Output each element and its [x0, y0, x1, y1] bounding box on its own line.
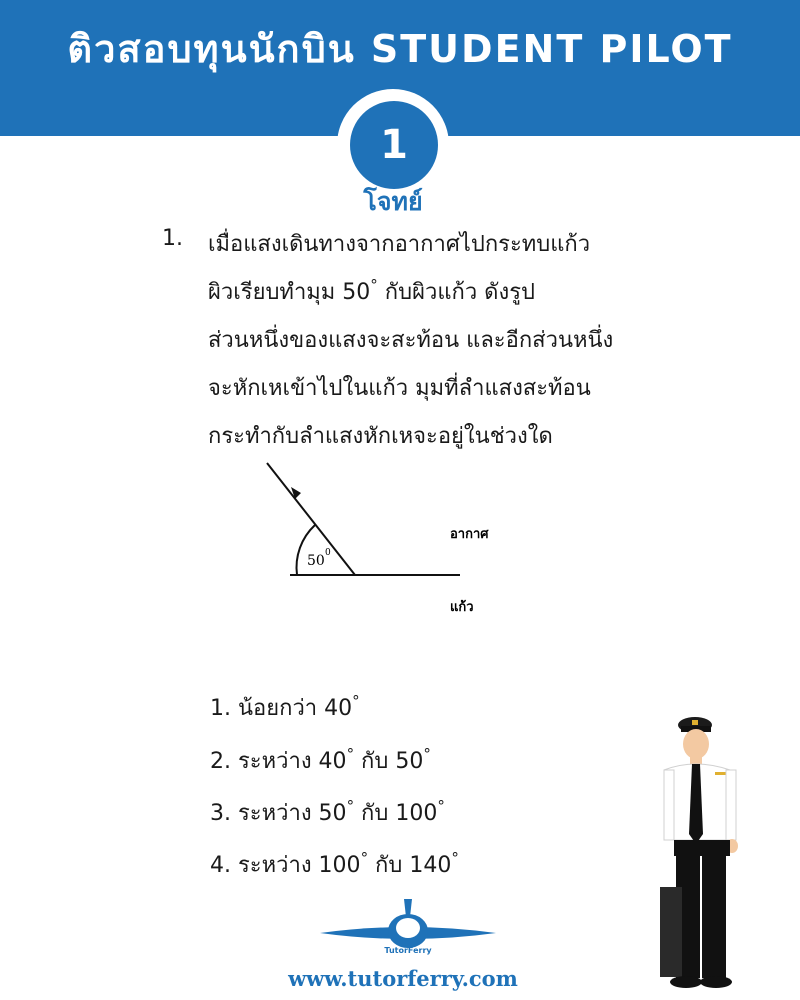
- logo-text: TutorFerry: [384, 946, 432, 955]
- question-line-3: ส่วนหนึ่งของแสงจะสะท้อน และอีกส่วนหนึ่ง: [208, 328, 614, 353]
- degree-symbol: °: [370, 276, 378, 294]
- choice-3: [210, 795, 445, 830]
- question-line-2a: ผิวเรียบทำมุม 50: [208, 280, 371, 305]
- degree-symbol: °: [451, 849, 459, 867]
- page-title: ติวสอบทุนนักบิน STUDENT PILOT: [67, 27, 733, 71]
- question-line-4: จะหักเหเข้าไปในแก้ว มุมที่ลำแสงสะท้อน: [208, 376, 591, 401]
- choice-2: [210, 743, 431, 778]
- question-number: 1.: [162, 226, 183, 251]
- degree-symbol: °: [346, 745, 355, 763]
- angle-label: 50: [307, 553, 325, 569]
- question-line-1: เมื่อแสงเดินทางจากอากาศไปกระทบแก้ว: [208, 232, 591, 257]
- choice-2-mid: กับ 50: [354, 749, 424, 774]
- airplane-logo-icon: [318, 893, 498, 963]
- medium-glass-label: แก้ว: [450, 600, 474, 615]
- ray-arrow-icon: [291, 487, 301, 499]
- degree-symbol: °: [360, 849, 369, 867]
- question-line-2: [208, 274, 535, 309]
- question-number-badge: 1: [350, 101, 438, 189]
- degree-symbol: °: [423, 745, 431, 763]
- question-line-5: กระทำกับลำแสงหักเหจะอยู่ในช่วงใด: [208, 424, 553, 449]
- choice-1: [210, 690, 360, 725]
- refraction-diagram: [205, 455, 550, 635]
- angle-degree-mark: 0: [325, 548, 331, 558]
- pilot-illustration: [650, 712, 750, 997]
- choice-2-text: 2. ระหว่าง 40: [210, 749, 347, 774]
- degree-symbol: °: [346, 797, 355, 815]
- medium-air-label: อากาศ: [450, 527, 489, 542]
- choice-3-mid: กับ 100: [354, 801, 438, 826]
- question-line-2b: กับผิวแก้ว ดังรูป: [384, 280, 535, 305]
- choice-4-text: 4. ระหว่าง 100: [210, 853, 361, 878]
- degree-symbol: °: [437, 797, 445, 815]
- website-link[interactable]: www.tutorferry.com: [288, 966, 518, 991]
- degree-symbol: °: [352, 692, 360, 710]
- section-subtitle: โจทย์: [363, 187, 423, 216]
- choice-4-mid: กับ 140: [368, 853, 452, 878]
- choice-1-text: 1. น้อยกว่า 40: [210, 696, 353, 721]
- choice-3-text: 3. ระหว่าง 50: [210, 801, 347, 826]
- choice-4: [210, 847, 459, 882]
